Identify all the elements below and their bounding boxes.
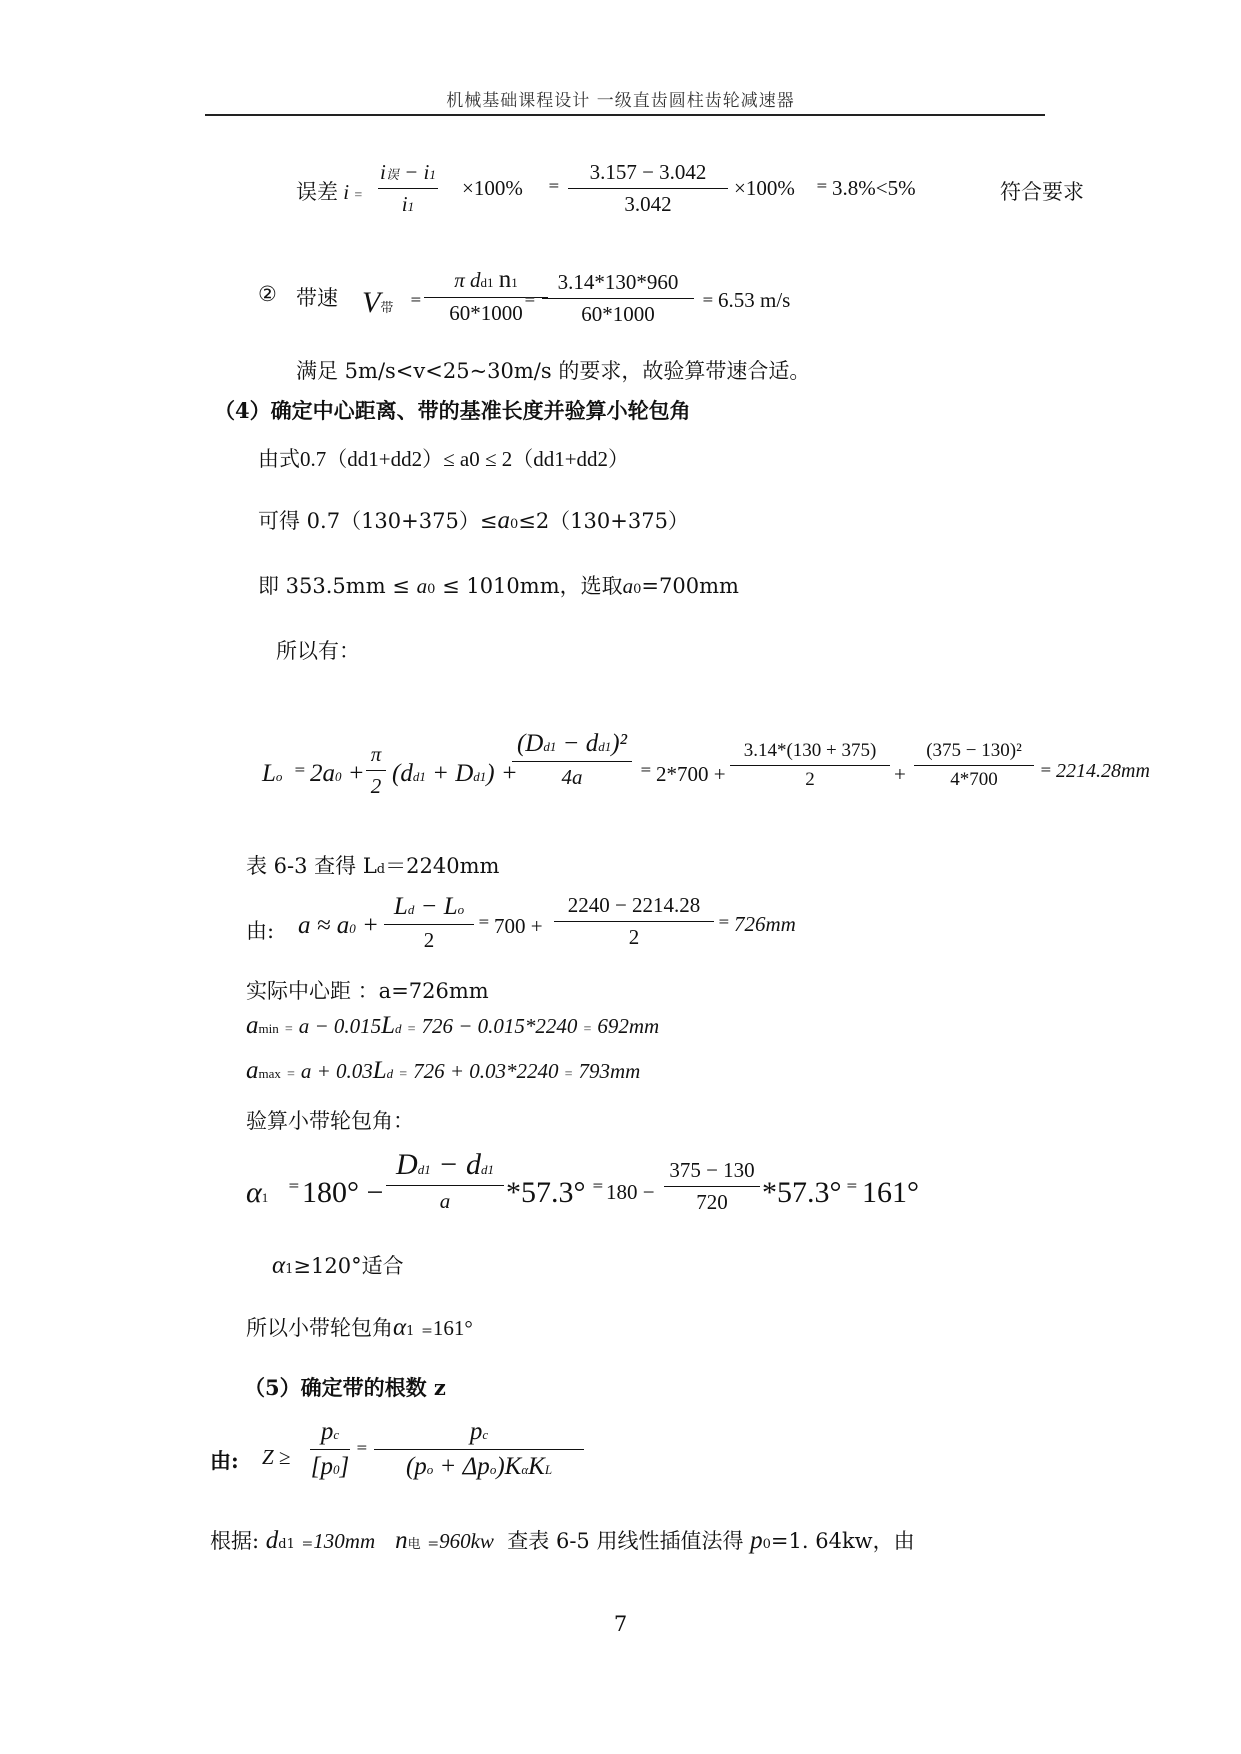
equals-glyph: = <box>356 1440 368 1456</box>
speed-fraction-numeric: 3.14*130*960 60*1000 <box>542 270 694 327</box>
error-result: 3.8%<5% <box>832 176 916 200</box>
range-equation-3: 即 353.5mm ≤ a0 ≤ 1010mm，选取a0=700mm <box>258 574 739 598</box>
alpha-lhs: α1 <box>246 1176 269 1209</box>
length-fraction-2: 3.14*(130 + 375) 2 <box>730 740 890 791</box>
equals-glyph: = <box>718 914 730 930</box>
running-header: 机械基础课程设计 一级直齿圆柱齿轮减速器 <box>446 91 795 111</box>
check-angle-text: 验算小带轮包角： <box>246 1109 414 1133</box>
z-fraction-2: pc (po + Δpo)KαKL <box>374 1418 584 1481</box>
length-pi-fraction: π 2 <box>366 742 386 799</box>
length-paren: (dd1 + Dd1) + <box>392 760 518 787</box>
speed-lhs: V带 <box>362 286 394 319</box>
equals-glyph: = <box>592 1178 604 1194</box>
equals-glyph: = <box>524 292 536 308</box>
section-5-heading: （5）确定带的根数 z <box>244 1375 446 1400</box>
speed-result: 6.53 m/s <box>718 288 791 312</box>
alpha-result: 161° <box>862 1176 919 1209</box>
error-times1: ×100% <box>462 176 523 200</box>
speed-label: 带速 <box>296 286 338 310</box>
equals-glyph: = <box>1040 762 1052 778</box>
length-fraction-3: (375 − 130)² 4*700 <box>914 740 1034 791</box>
error-fraction-symbolic: i误 − i1 i1 <box>380 160 436 216</box>
z-lhs: Z ≥ <box>262 1445 291 1469</box>
alpha-fraction-symbolic: Dd1 − dd1 a <box>386 1148 504 1214</box>
alpha-term: 180° − <box>302 1176 384 1209</box>
speed-fraction-symbolic: π dd1 n1 60*1000 <box>424 266 548 326</box>
a-fraction-numeric: 2240 − 2214.28 2 <box>554 893 714 950</box>
length-lhs: Lo <box>262 760 283 787</box>
equals-glyph: = <box>294 762 306 778</box>
alpha-fraction-numeric: 375 − 130 720 <box>664 1158 760 1215</box>
z-fraction-1: pc [p0] <box>310 1418 350 1480</box>
error-lhs: i <box>343 180 350 204</box>
length-term1: 2a0 + <box>310 760 365 787</box>
error-note: 符合要求 <box>1000 180 1084 204</box>
alpha-mult: *57.3° <box>506 1176 586 1209</box>
amin-equation: amin = a − 0.015Ld = 726 − 0.015*2240 = 692mm <box>246 1012 660 1039</box>
equals-glyph: = <box>816 178 828 194</box>
table-lookup: 表 6-3 查得 Ld＝2240mm <box>246 854 500 878</box>
alpha-mult-2: *57.3° <box>762 1176 842 1209</box>
equals-glyph: = <box>846 1178 858 1194</box>
equals-glyph: = <box>548 178 560 194</box>
equals-glyph: = <box>640 762 652 778</box>
header-rule <box>205 114 1045 116</box>
error-equation <box>296 176 362 206</box>
equals-glyph: = <box>702 292 714 308</box>
length-fraction-symbolic: (Dd1 − dd1)² 4a <box>512 730 632 790</box>
equals-glyph: = <box>288 1178 300 1194</box>
a-equation-lhs: a ≈ a0 + <box>298 912 379 939</box>
range-equation-2: 可得 0.7（130+375）≤a0≤2（130+375） <box>258 507 689 534</box>
equals-glyph: = <box>478 914 490 930</box>
section-4-heading: （4）确定中心距离、带的基准长度并验算小轮包角 <box>214 398 691 423</box>
a-result: 726mm <box>734 912 796 936</box>
length-result: 2214.28mm <box>1056 760 1150 782</box>
length-val1: 2*700 + <box>656 762 726 786</box>
equals-glyph: = <box>354 188 363 203</box>
speed-check-text: 满足 5m/s<v<25~30m/s 的要求，故验算带速合适。 <box>296 359 811 383</box>
basis-line: 根据: dd1 =130mm n电 =960kw 查表 6-5 用线性插值法得 p0=1. 64kw，由 <box>210 1527 915 1554</box>
actual-center-distance: 实际中心距 ：a=726mm <box>246 979 489 1003</box>
equals-glyph: = <box>410 292 422 308</box>
error-label: 误差 <box>296 180 338 204</box>
page-number: 7 <box>613 1612 628 1636</box>
error-fraction-numeric: 3.157 − 3.042 3.042 <box>568 160 728 217</box>
length-plus: + <box>894 762 906 786</box>
a-equation-label: 由: <box>246 919 275 943</box>
alpha-val: 180 − <box>606 1180 655 1204</box>
error-times2: ×100% <box>734 176 795 200</box>
range-equation: 由式0.7（dd1+dd2）≤ a0 ≤ 2（dd1+dd2） <box>258 447 630 471</box>
a-val: 700 + <box>494 914 543 938</box>
alpha-final: 所以小带轮包角α1 =161° <box>246 1314 473 1341</box>
alpha-ok: α1≥120°适合 <box>272 1252 404 1279</box>
amax-equation: amax = a + 0.03Ld = 726 + 0.03*2240 = 793mm <box>246 1057 641 1084</box>
a-fraction-symbolic: Ld − Lo 2 <box>384 893 474 953</box>
speed-marker: ② <box>258 282 277 306</box>
z-equation-label: 由: <box>210 1448 239 1473</box>
so-have-text: 所以有： <box>276 639 360 663</box>
